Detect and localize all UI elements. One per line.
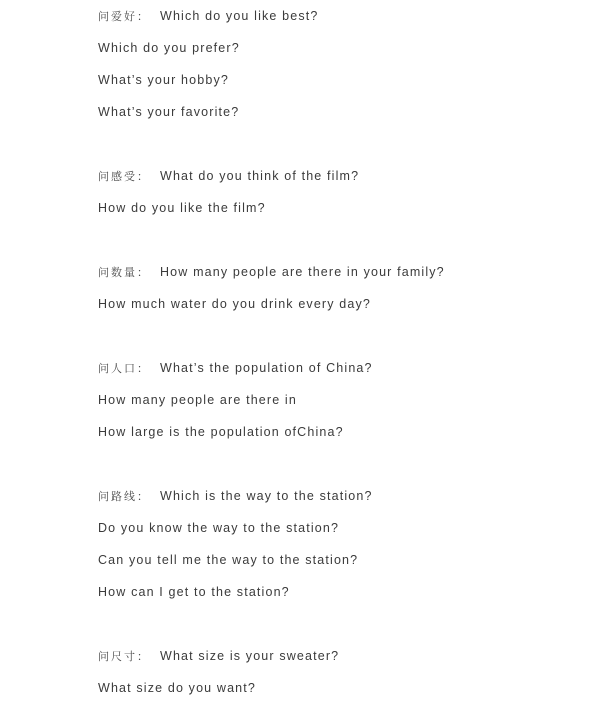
text-line: How many people are there in: [98, 393, 297, 407]
text-line: How can I get to the station?: [98, 585, 290, 599]
text-line: How many people are there in your family?: [160, 265, 445, 279]
section-quantity-heading: [98, 264, 445, 281]
text-line: How much water do you drink every day?: [98, 297, 371, 311]
text-line: How do you like the film?: [98, 201, 266, 215]
section-route-heading: [98, 488, 373, 505]
text-line: What size do you want?: [98, 681, 257, 695]
section-prefix: 问感受：: [98, 170, 150, 183]
section-size-heading: [98, 648, 339, 665]
section-prefix: 问人口：: [98, 362, 150, 375]
text-line: What size is your sweater?: [160, 649, 340, 663]
section-hobby-heading: [98, 8, 318, 25]
section-prefix: 问爱好：: [98, 10, 150, 23]
text-line: What’s the population of China?: [160, 361, 373, 375]
section-feeling-heading: [98, 168, 359, 185]
text-line: What’s your favorite?: [98, 105, 240, 119]
text-line: What do you think of the film?: [160, 169, 360, 183]
text-line: Which do you like best?: [160, 9, 319, 23]
text-line: Which is the way to the station?: [160, 489, 373, 503]
text-line: What’s your hobby?: [98, 73, 229, 87]
section-prefix: 问数量：: [98, 266, 150, 279]
text-line: Do you know the way to the station?: [98, 521, 340, 535]
text-line: Can you tell me the way to the station?: [98, 553, 359, 567]
text-line: How large is the population ofChina?: [98, 425, 344, 439]
section-population-heading: [98, 360, 373, 377]
section-prefix: 问尺寸：: [98, 650, 150, 663]
section-prefix: 问路线：: [98, 490, 150, 503]
text-line: Which do you prefer?: [98, 41, 240, 55]
